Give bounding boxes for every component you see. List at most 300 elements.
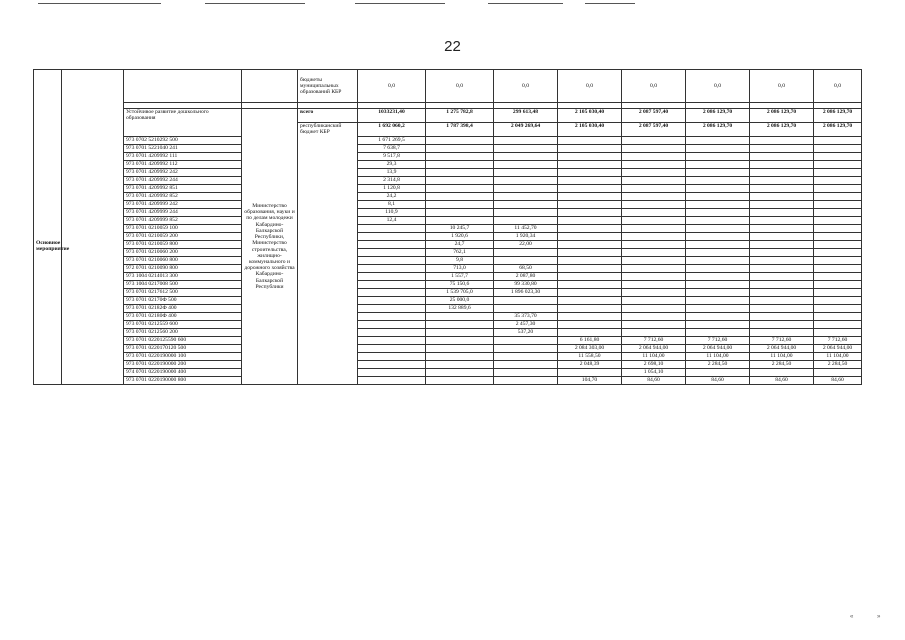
table-row: [34, 185, 862, 193]
value-cell: [686, 233, 750, 241]
value-cell: 299 613,48: [494, 109, 558, 123]
value-cell: [358, 257, 426, 265]
value-cell: [426, 193, 494, 201]
value-cell: 7 638,7: [358, 145, 426, 153]
value-cell: [622, 209, 686, 217]
value-cell: [750, 233, 814, 241]
value-cell: [814, 289, 862, 297]
code-cell: 973 1004 0217008 500: [124, 281, 242, 289]
value-cell: [358, 369, 426, 377]
value-cell: 84,60: [814, 377, 862, 385]
value-cell: [358, 313, 426, 321]
value-cell: [358, 241, 426, 249]
value-cell: [750, 369, 814, 377]
code-cell: 973 0701 4209992 244: [124, 177, 242, 185]
code-cell: 973 0701 0210060 200: [124, 249, 242, 257]
value-cell: [494, 257, 558, 265]
value-cell: [750, 137, 814, 145]
value-cell: [426, 321, 494, 329]
value-cell: [426, 217, 494, 225]
value-cell: 11 104,00: [686, 353, 750, 361]
value-cell: [686, 369, 750, 377]
value-cell: [814, 265, 862, 273]
value-cell: [750, 273, 814, 281]
value-cell: [686, 305, 750, 313]
value-cell: [750, 321, 814, 329]
value-cell: 2 105 030,40: [558, 123, 622, 137]
value-cell: [494, 201, 558, 209]
value-cell: [814, 145, 862, 153]
value-cell: [686, 265, 750, 273]
value-cell: [558, 329, 622, 337]
code-cell: 973 0701 0220190000 800: [124, 377, 242, 385]
table-row: [34, 377, 862, 385]
value-cell: 1 120,8: [358, 185, 426, 193]
code-cell: 973 0701 4209992 111: [124, 153, 242, 161]
value-cell: 11 104,00: [814, 353, 862, 361]
value-cell: [558, 241, 622, 249]
value-cell: [622, 161, 686, 169]
value-cell: [622, 185, 686, 193]
table-row: [34, 161, 862, 169]
value-cell: [622, 265, 686, 273]
value-cell: 1 787 398,4: [426, 123, 494, 137]
code-cell: 973 0701 5221040 241: [124, 145, 242, 153]
value-cell: [426, 345, 494, 353]
value-cell: 2 314,8: [358, 177, 426, 185]
code-cell: 973 0701 0220125590 600: [124, 337, 242, 345]
code-cell: 973 0701 0212560 200: [124, 329, 242, 337]
value-cell: [814, 169, 862, 177]
value-cell: 11 104,00: [622, 353, 686, 361]
value-cell: 713,0: [426, 265, 494, 273]
value-cell: [750, 305, 814, 313]
value-cell: 2 284,50: [686, 361, 750, 369]
code-cell: 972 0701 0210090 800: [124, 265, 242, 273]
source-cell: бюджеты муниципальных образований КБР: [298, 70, 358, 103]
value-cell: [558, 225, 622, 233]
value-cell: 2 084 303,00: [558, 345, 622, 353]
value-cell: 25 000,0: [426, 297, 494, 305]
value-cell: [358, 329, 426, 337]
value-cell: [750, 185, 814, 193]
value-cell: [358, 345, 426, 353]
value-cell: [622, 321, 686, 329]
value-cell: [686, 193, 750, 201]
table-row: [34, 345, 862, 353]
value-cell: [814, 313, 862, 321]
value-cell: [814, 321, 862, 329]
value-cell: 2 086 129,70: [814, 109, 862, 123]
value-cell: [558, 313, 622, 321]
code-cell: 973 1004 0214013 300: [124, 273, 242, 281]
value-cell: 2 086 129,70: [686, 123, 750, 137]
code-cell: 973 0701 02180Ф 400: [124, 313, 242, 321]
table-row: [34, 321, 862, 329]
value-cell: 1 692 060,2: [358, 123, 426, 137]
value-cell: [814, 329, 862, 337]
value-cell: 0,0: [426, 70, 494, 103]
top-rule: [488, 3, 563, 4]
value-cell: [358, 305, 426, 313]
value-cell: [814, 161, 862, 169]
value-cell: [814, 225, 862, 233]
value-cell: 537,20: [494, 329, 558, 337]
code-cell: 974 0701 0220190000 400: [124, 369, 242, 377]
value-cell: [494, 153, 558, 161]
value-cell: 2 064 944,00: [622, 345, 686, 353]
value-cell: [494, 209, 558, 217]
table-row: [34, 145, 862, 153]
value-cell: [686, 209, 750, 217]
value-cell: [622, 249, 686, 257]
value-cell: [814, 209, 862, 217]
table-row: [34, 361, 862, 369]
code-cell: 973 0701 02182Ф 400: [124, 305, 242, 313]
value-cell: [426, 169, 494, 177]
value-cell: 7 712,60: [814, 337, 862, 345]
source-cell: республиканский бюджет КБР: [298, 123, 358, 385]
value-cell: [426, 337, 494, 345]
value-cell: 0,0: [558, 70, 622, 103]
value-cell: 0,0: [622, 70, 686, 103]
value-cell: 84,60: [750, 377, 814, 385]
value-cell: [622, 177, 686, 185]
value-cell: [558, 369, 622, 377]
value-cell: [622, 137, 686, 145]
value-cell: 2 086 129,70: [814, 123, 862, 137]
value-cell: 1 896 023,30: [494, 289, 558, 297]
value-cell: 1 920,6: [426, 233, 494, 241]
value-cell: [622, 297, 686, 305]
value-cell: [686, 257, 750, 265]
value-cell: [622, 241, 686, 249]
value-cell: [686, 273, 750, 281]
value-cell: [622, 145, 686, 153]
code-cell: 973 0701 4209999 244: [124, 209, 242, 217]
table-row: [34, 265, 862, 273]
value-cell: [426, 209, 494, 217]
value-cell: [750, 297, 814, 305]
code-cell: 973 0701 0210059 100: [124, 225, 242, 233]
value-cell: [358, 337, 426, 345]
value-cell: [750, 289, 814, 297]
value-cell: [558, 161, 622, 169]
value-cell: [686, 241, 750, 249]
value-cell: 1 557,7: [426, 273, 494, 281]
code-cell: 973 0701 0210060 800: [124, 257, 242, 265]
value-cell: 762,1: [426, 249, 494, 257]
table-row: [34, 369, 862, 377]
value-cell: [750, 153, 814, 161]
value-cell: [686, 137, 750, 145]
value-cell: [814, 305, 862, 313]
value-cell: [622, 289, 686, 297]
value-cell: [814, 185, 862, 193]
table-row: [34, 249, 862, 257]
value-cell: [494, 217, 558, 225]
value-cell: [558, 193, 622, 201]
value-cell: [622, 305, 686, 313]
value-cell: 11 104,00: [750, 353, 814, 361]
value-cell: [814, 137, 862, 145]
table-row: [34, 177, 862, 185]
value-cell: 1 920,34: [494, 233, 558, 241]
value-cell: [358, 289, 426, 297]
value-cell: [558, 137, 622, 145]
value-cell: [558, 169, 622, 177]
value-cell: [558, 281, 622, 289]
code-cell: 973 0701 0220170120 500: [124, 345, 242, 353]
value-cell: [494, 353, 558, 361]
value-cell: [558, 201, 622, 209]
value-cell: [494, 169, 558, 177]
code-cell: 973 0701 4209992 242: [124, 169, 242, 177]
value-cell: [750, 209, 814, 217]
value-cell: [558, 233, 622, 241]
value-cell: [814, 193, 862, 201]
value-cell: [622, 169, 686, 177]
table-row: [34, 169, 862, 177]
header-row: [34, 70, 862, 103]
value-cell: [494, 193, 558, 201]
value-cell: [494, 369, 558, 377]
value-cell: 0,0: [686, 70, 750, 103]
code-cell: 973 0701 0210059 800: [124, 241, 242, 249]
value-cell: [686, 153, 750, 161]
value-cell: [494, 249, 558, 257]
value-cell: [558, 145, 622, 153]
value-cell: [750, 201, 814, 209]
value-cell: [558, 185, 622, 193]
value-cell: [358, 297, 426, 305]
value-cell: 2 064 944,00: [750, 345, 814, 353]
value-cell: [358, 225, 426, 233]
value-cell: [686, 145, 750, 153]
activity-type: Основное мероприятие: [34, 109, 62, 385]
value-cell: 84,60: [686, 377, 750, 385]
corner-mark: »: [877, 614, 881, 620]
value-cell: [358, 273, 426, 281]
value-cell: [622, 217, 686, 225]
value-cell: 6 161,80: [558, 337, 622, 345]
value-cell: [426, 185, 494, 193]
total-row: [34, 109, 862, 123]
value-cell: [558, 249, 622, 257]
value-cell: [814, 257, 862, 265]
value-cell: [814, 273, 862, 281]
table-row: [34, 193, 862, 201]
value-cell: [358, 233, 426, 241]
value-cell: [814, 369, 862, 377]
value-cell: [426, 329, 494, 337]
value-cell: [558, 257, 622, 265]
table-row: [34, 257, 862, 265]
code-cell: 973 0701 4209999 242: [124, 201, 242, 209]
value-cell: [814, 201, 862, 209]
value-cell: [686, 217, 750, 225]
executor-cell: Министерство образования, науки и по делам молодежи Кабардино-Балкарской Республики, Министерство строительства, жилищно-коммунального и дорожного хозяйства Кабардино-Балкарской Республики: [242, 109, 298, 385]
code-cell: 973 0701 0220190000 200: [124, 361, 242, 369]
value-cell: [750, 177, 814, 185]
value-cell: 0,0: [494, 70, 558, 103]
value-cell: 2 087 597,40: [622, 109, 686, 123]
table-row: [34, 209, 862, 217]
top-rule: [38, 3, 161, 4]
value-cell: [686, 249, 750, 257]
value-cell: 1 671 269,5: [358, 137, 426, 145]
value-cell: [750, 313, 814, 321]
value-cell: [750, 249, 814, 257]
value-cell: [426, 201, 494, 209]
value-cell: 1 539 705,0: [426, 289, 494, 297]
top-rule: [585, 3, 635, 4]
table-row: [34, 217, 862, 225]
value-cell: [494, 185, 558, 193]
value-cell: [750, 265, 814, 273]
value-cell: 13,9: [358, 169, 426, 177]
value-cell: [426, 313, 494, 321]
top-rule: [355, 3, 445, 4]
value-cell: [558, 153, 622, 161]
value-cell: [426, 137, 494, 145]
value-cell: [494, 177, 558, 185]
value-cell: 9,8: [426, 257, 494, 265]
value-cell: [358, 281, 426, 289]
value-cell: 2 086 129,70: [686, 109, 750, 123]
value-cell: [750, 145, 814, 153]
value-cell: [622, 329, 686, 337]
value-cell: 7 712,60: [750, 337, 814, 345]
value-cell: 2 284,50: [750, 361, 814, 369]
value-cell: [814, 241, 862, 249]
table-row: [34, 305, 862, 313]
value-cell: [358, 353, 426, 361]
value-cell: [494, 161, 558, 169]
value-cell: 99 330,80: [494, 281, 558, 289]
value-cell: [814, 177, 862, 185]
code-cell: 973 0701 0210059 200: [124, 233, 242, 241]
value-cell: 84,60: [622, 377, 686, 385]
value-cell: [558, 265, 622, 273]
value-cell: 104,70: [558, 377, 622, 385]
source-cell: всего: [298, 109, 358, 123]
value-cell: 22,00: [494, 241, 558, 249]
table-row: [34, 289, 862, 297]
value-cell: [814, 249, 862, 257]
value-cell: [622, 225, 686, 233]
value-cell: [814, 233, 862, 241]
value-cell: [622, 193, 686, 201]
value-cell: [686, 169, 750, 177]
value-cell: 10 245,7: [426, 225, 494, 233]
value-cell: [358, 265, 426, 273]
value-cell: [558, 177, 622, 185]
value-cell: 2 105 030,40: [558, 109, 622, 123]
value-cell: [750, 161, 814, 169]
value-cell: [686, 297, 750, 305]
value-cell: 7 712,60: [622, 337, 686, 345]
value-cell: [622, 257, 686, 265]
value-cell: 29,3: [358, 161, 426, 169]
value-cell: 1 054,10: [622, 369, 686, 377]
code-cell: 973 0701 4209992 112: [124, 161, 242, 169]
top-rule: [205, 3, 305, 4]
value-cell: 0,0: [750, 70, 814, 103]
value-cell: [750, 329, 814, 337]
value-cell: [494, 297, 558, 305]
value-cell: 11 452,70: [494, 225, 558, 233]
value-cell: [622, 233, 686, 241]
code-cell: 973 0701 0212559 600: [124, 321, 242, 329]
table-row: [34, 353, 862, 361]
value-cell: 2 457,30: [494, 321, 558, 329]
table-row: [34, 337, 862, 345]
value-cell: [494, 377, 558, 385]
table-row: [34, 233, 862, 241]
value-cell: [494, 137, 558, 145]
value-cell: 2 064 944,00: [814, 345, 862, 353]
value-cell: 68,50: [494, 265, 558, 273]
value-cell: [358, 361, 426, 369]
value-cell: [558, 217, 622, 225]
value-cell: [426, 369, 494, 377]
value-cell: 110,9: [358, 209, 426, 217]
value-cell: 2 086 129,70: [750, 109, 814, 123]
value-cell: [814, 281, 862, 289]
value-cell: 2 049 269,64: [494, 123, 558, 137]
value-cell: [358, 249, 426, 257]
value-cell: [358, 377, 426, 385]
value-cell: [686, 321, 750, 329]
value-cell: [750, 169, 814, 177]
value-cell: [814, 217, 862, 225]
table-row: [34, 297, 862, 305]
budget-table: [33, 69, 862, 385]
value-cell: [426, 177, 494, 185]
value-cell: [558, 209, 622, 217]
activity-name: Устойчивое развитие дошкольного образования: [124, 109, 242, 137]
table-row: [34, 329, 862, 337]
value-cell: [750, 241, 814, 249]
code-cell: 973 0701 0217612 500: [124, 289, 242, 297]
value-cell: [426, 361, 494, 369]
value-cell: [622, 281, 686, 289]
value-cell: 2 086 129,70: [750, 123, 814, 137]
value-cell: [426, 377, 494, 385]
code-cell: 973 0701 4209992 851: [124, 185, 242, 193]
value-cell: 1033231,40: [358, 109, 426, 123]
value-cell: 1 275 782,8: [426, 109, 494, 123]
value-cell: 2 048,39: [558, 361, 622, 369]
value-cell: [686, 281, 750, 289]
code-cell: 973 0701 0220190000 100: [124, 353, 242, 361]
code-cell: 973 0702 5210292 500: [124, 137, 242, 145]
value-cell: [814, 297, 862, 305]
value-cell: [686, 313, 750, 321]
value-cell: [622, 201, 686, 209]
value-cell: 8,1: [358, 201, 426, 209]
value-cell: 35 373,70: [494, 313, 558, 321]
value-cell: [686, 185, 750, 193]
value-cell: 24,7: [426, 241, 494, 249]
value-cell: 2 284,50: [814, 361, 862, 369]
page-number: 22: [444, 38, 461, 55]
table-row: [34, 153, 862, 161]
code-cell: 973 0701 4209992 852: [124, 193, 242, 201]
value-cell: [622, 313, 686, 321]
value-cell: [558, 305, 622, 313]
